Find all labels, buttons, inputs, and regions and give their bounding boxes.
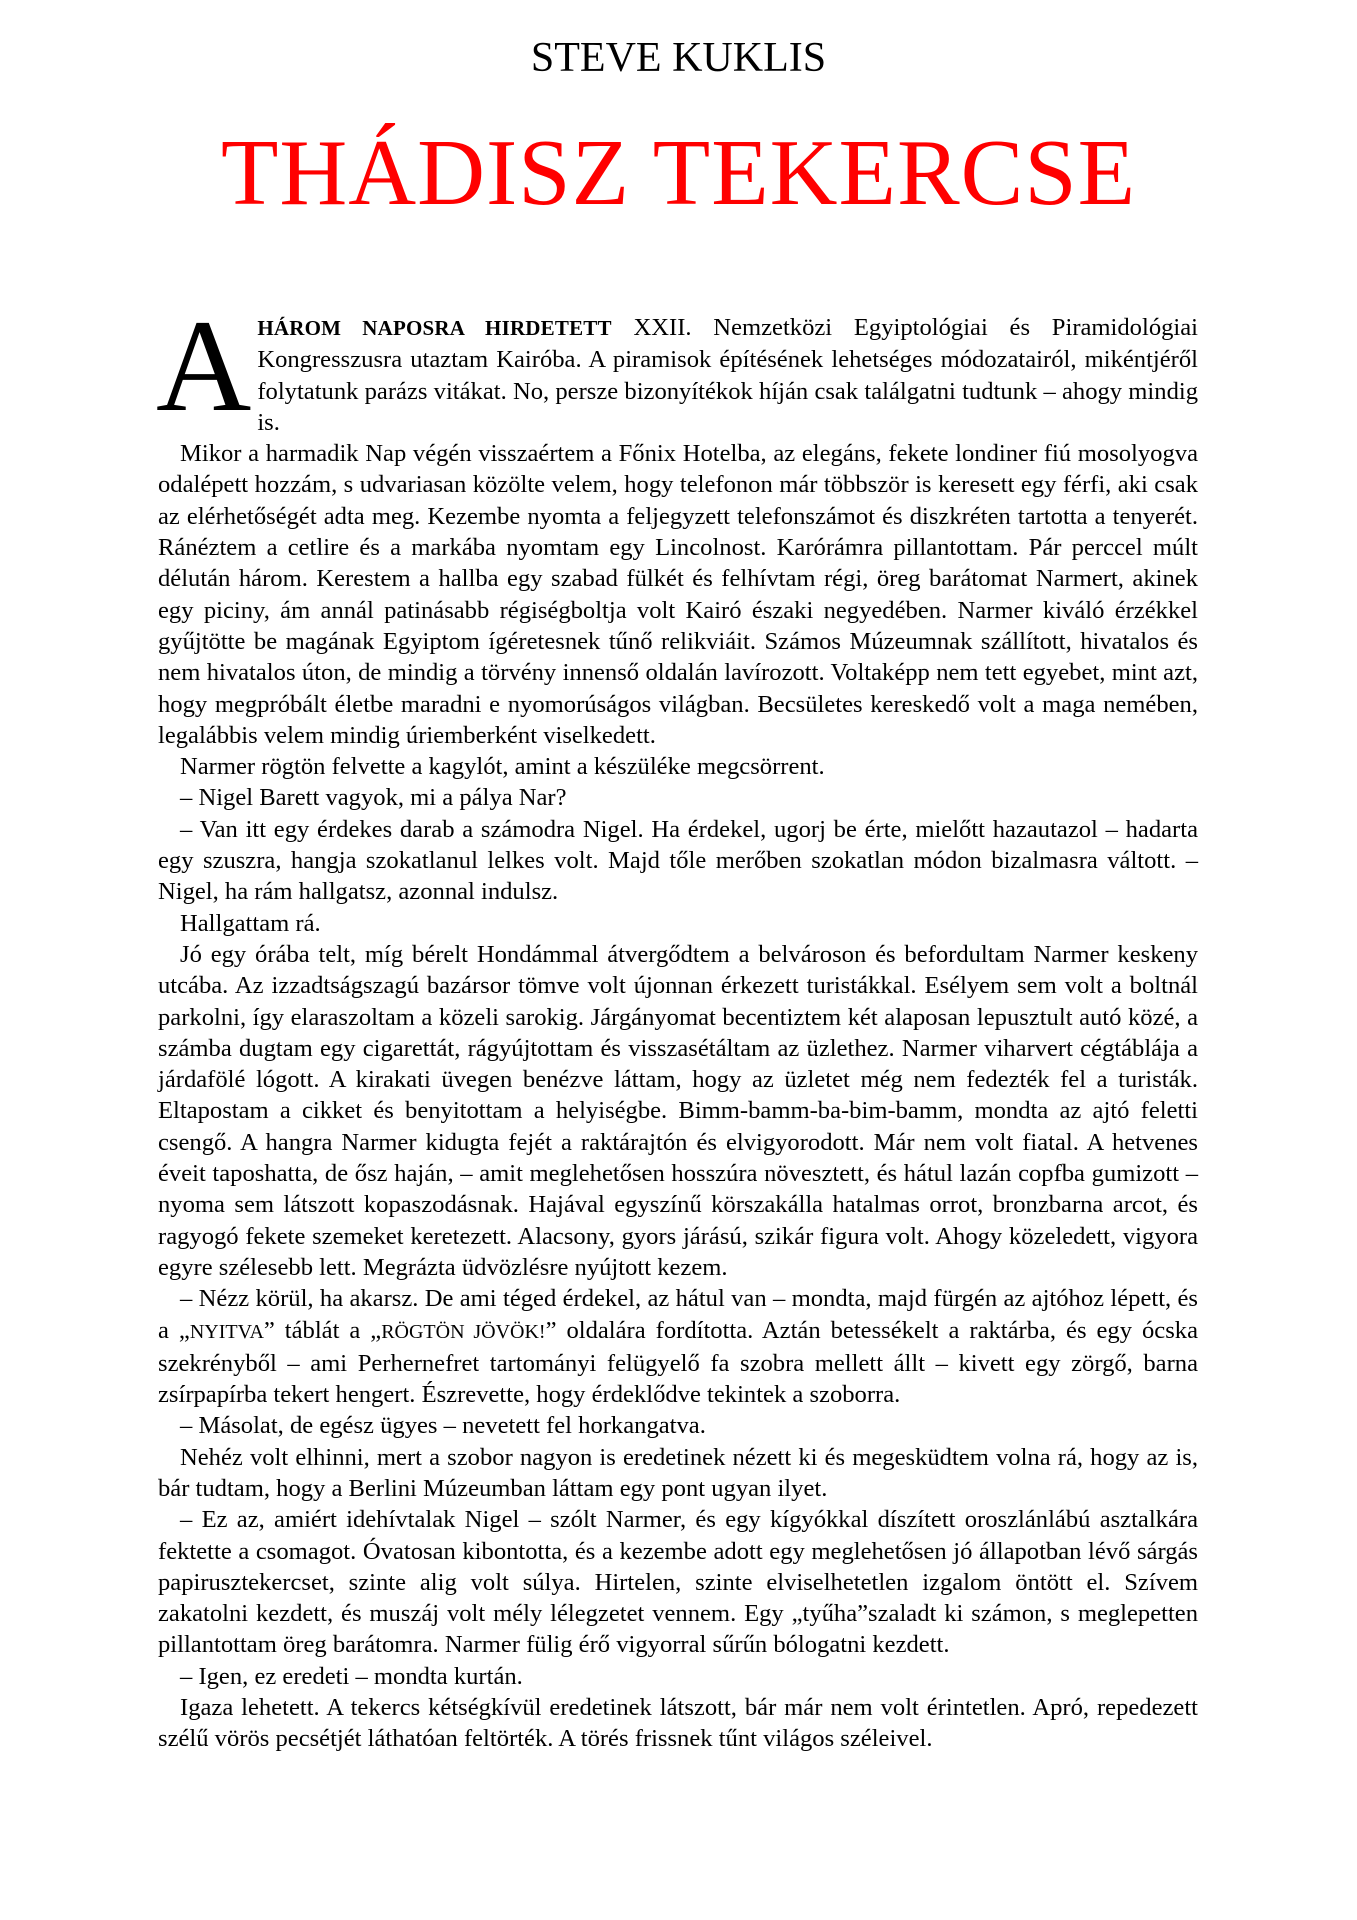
dialog-line xyxy=(158,1283,1198,1410)
story-body xyxy=(156,292,1199,1755)
dialog-line: – Nigel Barett vagyok, mi a pálya Nar? xyxy=(180,784,567,812)
dialog-text: – Nézz körül, ha akarsz. De ami téged érdekel, az hátul van – mondta, majd fürgén az ajtóhoz lépett, és a „ xyxy=(158,1285,1198,1344)
paragraph: Mikor a harmadik Nap végén visszaértem a Főnix Hotelba, az elegáns, fekete londiner fiú mosolyogva odalépett hozzám, s udvariasan közölte velem, hogy telefonon már többször is keresett egy férfi, aki csak az elérhetőségét adta meg. Kezembe nyomta a feljegyzett telefonszámot és diszkréten tartotta a tenyerét. Ránéztem a cetlire és a markába nyomtam egy Lincolnost. Karórámra pillantottam. Pár perccel múlt délután három. Kerestem a hallba egy szabad fülkét és felhívtam régi, öreg barátomat Narmert, akinek egy piciny, ám annál patinásabb régiségboltja volt Kairó északi negyedében. Narmer kiváló érzékkel gyűjtötte be magának Egyiptom ígéretesnek tűnő relikviáit. Számos Múzeumnak szállított, hivatalos és nem hivatalos úton, de mindig a törvény innenső oldalán lavírozott. Voltaképp nem tett egyebet, mint azt, hogy megpróbált életbe maradni e nyomorúságos világban. Becsületes kereskedő volt a maga nemében, legalábbis velem mindig úriemberként viselkedett. xyxy=(158,440,1198,749)
lead-in-text: HÁROM NAPOSRA HIRDETETT xyxy=(257,316,612,340)
dialog-line: – Igen, ez eredeti – mondta kurtán. xyxy=(180,1662,523,1690)
dialog-line: – Másolat, de egész ügyes – nevetett fel horkangatva. xyxy=(180,1412,706,1440)
author-name: STEVE KUKLIS xyxy=(530,35,827,81)
paragraph: Jó egy órába telt, míg bérelt Hondámmal átvergődtem a belvároson és befordultam Narmer keskeny utcába. Az izzadtságszagú bazársor tömve volt újonnan érkezett turistákkal. Esélyem sem volt a boltnál parkolni, így elaraszoltam a közeli sarokig. Járgányomat becentiztem két alaposan lepusztult autó közé, a számba dugtam egy cigarettát, rágyújtottam és visszasétáltam az üzlethez. Narmer viharvert cégtáblája a járdafölé lógott. A kirakati üvegen benézve láttam, hogy az üzletet még nem fedezték fel a turisták. Eltapostam a cikket és benyitottam a helyiségbe. Bimm-bamm-ba-bim-bamm, mondta az ajtó feletti csengő. A hangra Narmer kidugta fejét a raktárajtón és elvigyorodott. Már nem volt fiatal. A hetvenes éveit taposhatta, de ősz haján, – amit meglehetősen hosszúra növesztett, és hátul lazán copfba gumizott – nyoma sem látszott kopaszodásnak. Hajával egyszínű körszakálla hatalmas orrot, bronzbarna arcot, és ragyogó fekete szemeket keretezett. Alacsony, gyors járású, szikár figura volt. Ahogy közeledett, vigyora egyre szélesebb lett. Megrázta üdvözlésre nyújtott kezem. xyxy=(158,940,1198,1281)
sign-text-open: NYITVA xyxy=(189,1320,264,1343)
paragraph: Nehéz volt elhinni, mert a szobor nagyon is eredetinek nézett ki és megesküdtem volna rá, hogy az is, bár tudtam, hogy a Berlini Múzeumban láttam egy pont ugyan ilyet. xyxy=(158,1443,1198,1502)
dialog-line: – Van itt egy érdekes darab a számodra Nigel. Ha érdekel, ugorj be érte, mielőtt hazautazol – hadarta egy szuszra, hangja szokatlanul lelkes volt. Majd tőle merőben szokatlan módon bizalmasra váltott. – Nigel, ha rám hallgatsz, azonnal indulsz. xyxy=(158,815,1198,906)
drop-cap: A xyxy=(156,292,252,439)
dialog-text: ” oldalára fordította. Aztán betessékelt a raktárba, és egy ócska szekrényből – ami Perhernefret tartományi felügyelő fa szobra mellett állt – kivett egy zörgő, barna zsírpapírba tekert hengert. Észrevette, hogy érdeklődve tekintek a szoborra. xyxy=(158,1316,1199,1409)
paragraph: Narmer rögtön felvette a kagylót, amint a készüléke megcsörrent. xyxy=(180,753,825,781)
opening-text: XXII. Nemzetközi Egyiptológiai és Piramidológiai Kongresszusra utaztam Kairóba. A piramisok építésének lehetséges módozatairól, mikéntjéről folytatunk parázs vitákat. No, persze bizonyítékok híján csak találgatni tudtunk – ahogy mindig is. xyxy=(257,314,1198,436)
opening-paragraph xyxy=(156,292,1198,439)
paragraph: Igaza lehetett. A tekercs kétségkívül eredetinek látszott, bár már nem volt érintetlen. Apró, repedezett szélű vörös pecsétjét láthatóan feltörték. A törés frissnek tűnt világos széleivel. xyxy=(158,1694,1198,1753)
paragraph: Hallgattam rá. xyxy=(180,909,321,937)
story-title: THÁDISZ TEKERCSE xyxy=(220,121,1137,225)
sign-text-back-soon: RÖGTÖN JÖVÖK! xyxy=(381,1320,546,1343)
dialog-text: ” táblát a „ xyxy=(263,1316,382,1344)
dialog-line: – Ez az, amiért idehívtalak Nigel – szólt Narmer, és egy kígyókkal díszített oroszlánlábú asztalkára fektette a csomagot. Óvatosan kibontotta, és a kezembe adott egy meglehetősen jó állapotban lévő sárgás papirusztekercset, szinte alig volt súlya. Hirtelen, szinte elviselhetetlen izgalom öntött el. Szívem zakatolni kezdett, és muszáj volt mély lélegzetet vennem. Egy „tyűha”szaladt ki számon, s meglepetten pillantottam öreg barátomra. Narmer fülig érő vigyorral sűrűn bólogatni kezdett. xyxy=(158,1506,1198,1659)
